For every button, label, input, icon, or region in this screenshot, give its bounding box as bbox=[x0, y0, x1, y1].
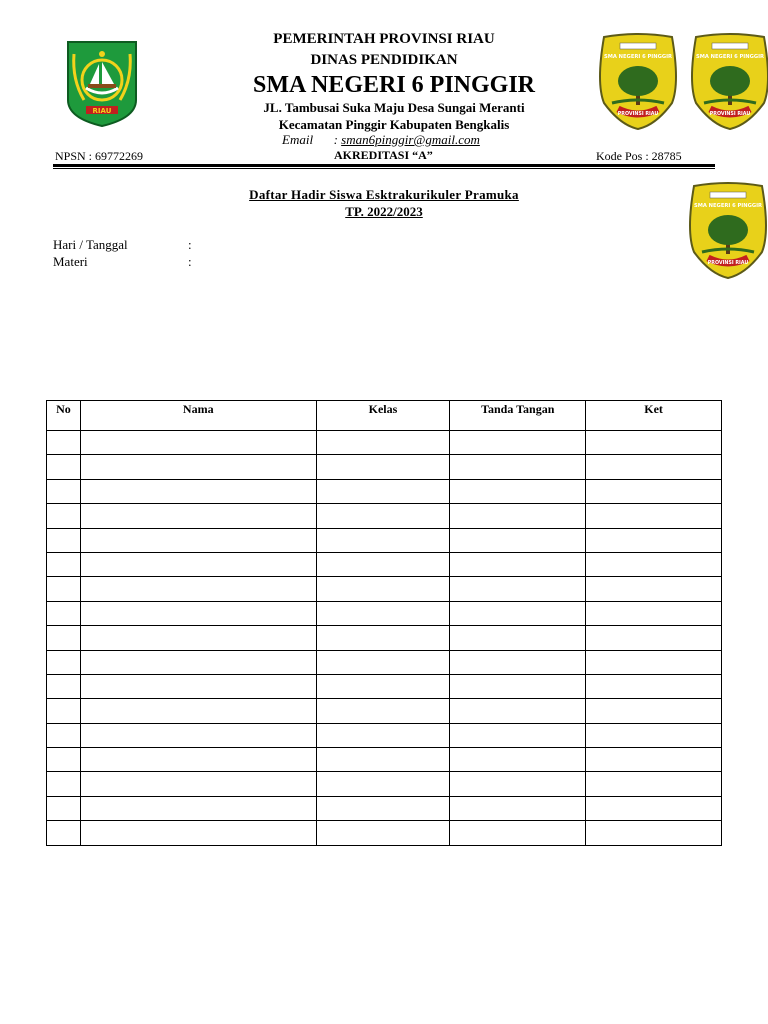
table-cell[interactable] bbox=[80, 479, 316, 503]
table-cell[interactable] bbox=[450, 552, 586, 576]
table-row bbox=[47, 772, 722, 796]
table-cell[interactable] bbox=[47, 772, 81, 796]
table-row bbox=[47, 577, 722, 601]
field-label-material: Materi bbox=[53, 254, 88, 269]
table-cell[interactable] bbox=[316, 650, 450, 674]
school-badge-logo-2 bbox=[688, 33, 768, 131]
table-row bbox=[47, 479, 722, 503]
table-body bbox=[47, 431, 722, 846]
table-cell[interactable] bbox=[586, 796, 722, 820]
table-cell[interactable] bbox=[586, 772, 722, 796]
field-label-date: Hari / Tanggal bbox=[53, 237, 128, 252]
table-cell[interactable] bbox=[80, 748, 316, 772]
column-header-kelas: Kelas bbox=[316, 401, 450, 431]
table-row bbox=[47, 650, 722, 674]
column-header-tanda-tangan: Tanda Tangan bbox=[450, 401, 586, 431]
table-cell[interactable] bbox=[586, 431, 722, 455]
table-cell[interactable] bbox=[316, 723, 450, 747]
email-separator: : bbox=[333, 132, 338, 147]
table-cell[interactable] bbox=[450, 431, 586, 455]
table-cell[interactable] bbox=[47, 699, 81, 723]
address-line-2: Kecamatan Pinggir Kabupaten Bengkalis bbox=[278, 117, 510, 132]
attendance-table bbox=[46, 400, 722, 846]
table-cell[interactable] bbox=[586, 674, 722, 698]
table-cell[interactable] bbox=[47, 723, 81, 747]
table-cell[interactable] bbox=[586, 723, 722, 747]
table-cell[interactable] bbox=[316, 504, 450, 528]
table-cell[interactable] bbox=[586, 626, 722, 650]
school-badge-logo-1 bbox=[596, 33, 680, 131]
table-cell[interactable] bbox=[47, 796, 81, 820]
table-cell[interactable] bbox=[80, 674, 316, 698]
email-address-link[interactable]: sman6pinggir@gmail.com bbox=[341, 132, 480, 147]
table-cell[interactable] bbox=[450, 674, 586, 698]
table-cell[interactable] bbox=[586, 455, 722, 479]
letterhead-divider-thick bbox=[53, 164, 715, 167]
table-cell[interactable] bbox=[450, 772, 586, 796]
table-cell[interactable] bbox=[47, 748, 81, 772]
table-cell[interactable] bbox=[450, 601, 586, 625]
table-cell[interactable] bbox=[47, 577, 81, 601]
badge-top-text: SMA NEGERI 6 PINGGIR bbox=[695, 54, 765, 60]
column-header-nama: Nama bbox=[80, 401, 316, 431]
table-row bbox=[47, 601, 722, 625]
table-cell[interactable] bbox=[47, 650, 81, 674]
column-header-no: No bbox=[47, 401, 81, 431]
table-cell[interactable] bbox=[450, 650, 586, 674]
table-cell[interactable] bbox=[316, 674, 450, 698]
table-cell[interactable] bbox=[316, 431, 450, 455]
table-cell[interactable] bbox=[316, 626, 450, 650]
table-cell[interactable] bbox=[316, 455, 450, 479]
table-cell[interactable] bbox=[316, 528, 450, 552]
table-row bbox=[47, 748, 722, 772]
table-row bbox=[47, 674, 722, 698]
table-cell[interactable] bbox=[47, 821, 81, 845]
emblem-caption: RIAU bbox=[92, 107, 112, 115]
table-cell[interactable] bbox=[450, 479, 586, 503]
table-header-row bbox=[47, 401, 722, 431]
table-cell[interactable] bbox=[80, 699, 316, 723]
table-cell[interactable] bbox=[450, 821, 586, 845]
table-cell[interactable] bbox=[450, 748, 586, 772]
table-cell[interactable] bbox=[80, 577, 316, 601]
table-row bbox=[47, 552, 722, 576]
table-cell[interactable] bbox=[316, 699, 450, 723]
table-cell[interactable] bbox=[586, 821, 722, 845]
table-row bbox=[47, 455, 722, 479]
table-cell[interactable] bbox=[450, 504, 586, 528]
table-cell[interactable] bbox=[316, 748, 450, 772]
postal-code-text: Kode Pos : 28785 bbox=[596, 149, 682, 163]
accreditation-text: AKREDITASI “A” bbox=[334, 148, 433, 162]
table-cell[interactable] bbox=[586, 577, 722, 601]
table-cell[interactable] bbox=[316, 601, 450, 625]
table-row bbox=[47, 699, 722, 723]
email-row bbox=[282, 132, 480, 148]
email-label: Email bbox=[282, 132, 314, 147]
table-cell[interactable] bbox=[47, 504, 81, 528]
table-cell[interactable] bbox=[316, 821, 450, 845]
field-separator-material: : bbox=[188, 254, 192, 269]
badge-top-text: SMA NEGERI 6 PINGGIR bbox=[693, 203, 763, 209]
table-cell[interactable] bbox=[80, 528, 316, 552]
table-cell[interactable] bbox=[80, 821, 316, 845]
table-cell[interactable] bbox=[586, 748, 722, 772]
table-cell[interactable] bbox=[586, 650, 722, 674]
letterhead-divider-thin bbox=[53, 168, 715, 169]
table-cell[interactable] bbox=[316, 796, 450, 820]
table-cell[interactable] bbox=[450, 699, 586, 723]
badge-bottom-text: PROVINSI RIAU bbox=[617, 112, 659, 117]
table-cell[interactable] bbox=[586, 601, 722, 625]
table-cell[interactable] bbox=[47, 431, 81, 455]
table-row bbox=[47, 504, 722, 528]
letterhead-government: PEMERINTAH PROVINSI RIAU bbox=[273, 31, 495, 47]
address-line-1: JL. Tambusai Suka Maju Desa Sungai Meranti bbox=[263, 100, 525, 115]
document-title: Daftar Hadir Siswa Esktrakurikuler Pramuka bbox=[249, 187, 519, 202]
table-cell[interactable] bbox=[316, 552, 450, 576]
table-cell[interactable] bbox=[450, 528, 586, 552]
table-row bbox=[47, 528, 722, 552]
table-cell[interactable] bbox=[80, 431, 316, 455]
table-cell[interactable] bbox=[586, 699, 722, 723]
province-emblem-logo bbox=[66, 40, 138, 128]
table-cell[interactable] bbox=[80, 650, 316, 674]
school-name: SMA NEGERI 6 PINGGIR bbox=[252, 72, 536, 98]
table-cell[interactable] bbox=[47, 674, 81, 698]
document-subtitle: TP. 2022/2023 bbox=[345, 204, 423, 219]
table-cell[interactable] bbox=[47, 455, 81, 479]
table-cell[interactable] bbox=[80, 552, 316, 576]
table-row bbox=[47, 626, 722, 650]
table-cell[interactable] bbox=[80, 455, 316, 479]
table-cell[interactable] bbox=[316, 577, 450, 601]
table-cell[interactable] bbox=[47, 626, 81, 650]
table-cell[interactable] bbox=[80, 504, 316, 528]
table-cell[interactable] bbox=[450, 455, 586, 479]
table-cell[interactable] bbox=[80, 772, 316, 796]
table-row bbox=[47, 796, 722, 820]
table-cell[interactable] bbox=[47, 528, 81, 552]
table-cell[interactable] bbox=[47, 479, 81, 503]
table-cell[interactable] bbox=[450, 577, 586, 601]
table-cell[interactable] bbox=[450, 626, 586, 650]
badge-bottom-text: PROVINSI RIAU bbox=[709, 112, 751, 117]
table-row bbox=[47, 723, 722, 747]
table-cell[interactable] bbox=[80, 723, 316, 747]
column-header-ket: Ket bbox=[586, 401, 722, 431]
table-cell[interactable] bbox=[47, 601, 81, 625]
table-cell[interactable] bbox=[586, 552, 722, 576]
field-separator-date: : bbox=[188, 237, 192, 252]
npsn-text: NPSN : 69772269 bbox=[55, 149, 144, 163]
table-cell[interactable] bbox=[80, 626, 316, 650]
badge-top-text: SMA NEGERI 6 PINGGIR bbox=[603, 54, 673, 60]
table-cell[interactable] bbox=[586, 504, 722, 528]
table-cell[interactable] bbox=[586, 528, 722, 552]
table-cell[interactable] bbox=[450, 723, 586, 747]
table-row bbox=[47, 431, 722, 455]
table-cell[interactable] bbox=[80, 601, 316, 625]
table-row bbox=[47, 821, 722, 845]
letterhead-department: DINAS PENDIDIKAN bbox=[310, 52, 458, 68]
table-cell[interactable] bbox=[450, 796, 586, 820]
school-badge-logo-3 bbox=[686, 182, 768, 280]
table-cell[interactable] bbox=[80, 796, 316, 820]
table-cell[interactable] bbox=[47, 552, 81, 576]
table-cell[interactable] bbox=[316, 772, 450, 796]
table-cell[interactable] bbox=[586, 479, 722, 503]
badge-bottom-text: PROVINSI RIAU bbox=[707, 261, 749, 266]
table-cell[interactable] bbox=[316, 479, 450, 503]
